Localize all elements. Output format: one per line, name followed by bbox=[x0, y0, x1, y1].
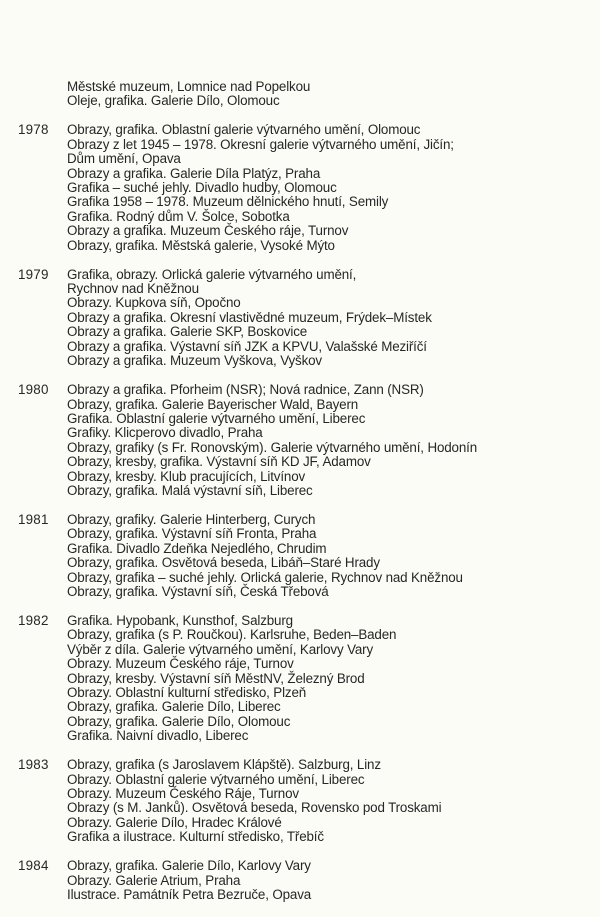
exhibition-entry: Obrazy, grafika – suché jehly. Orlická galerie, Rychnov nad Kněžnou bbox=[67, 569, 463, 585]
exhibition-entry: Výběr z díla. Galerie výtvarného umění, Karlovy Vary bbox=[67, 641, 374, 657]
exhibition-entry: Obrazy. Kupkova síň, Opočno bbox=[67, 295, 241, 311]
exhibition-year-block bbox=[0, 758, 600, 844]
exhibition-entry: Obrazy, grafika (s P. Roučkou). Karlsruhe, Beden–Baden bbox=[67, 627, 397, 643]
exhibition-entry: Obrazy, grafiky (s Fr. Ronovským). Galerie výtvarného umění, Hodonín bbox=[67, 439, 478, 455]
exhibition-entry: Obrazy, grafika. Malá výstavní síň, Liberec bbox=[67, 482, 313, 498]
exhibition-entry: Obrazy, grafika. Galerie Dílo, Olomouc bbox=[67, 713, 291, 729]
exhibition-entry: Obrazy a grafika. Galerie Díla Platýz, Praha bbox=[67, 165, 321, 181]
exhibition-entry: Grafiky. Klicperovo divadlo, Praha bbox=[67, 425, 263, 441]
exhibition-entry: Grafika. Divadlo Zdeňka Nejedlého, Chrudim bbox=[67, 540, 327, 556]
exhibition-year-block bbox=[0, 123, 600, 253]
exhibition-entry: Obrazy, grafika. Osvětová beseda, Libáň–Staré Hrady bbox=[67, 555, 380, 571]
exhibition-year-block bbox=[0, 80, 600, 109]
exhibition-entry: Obrazy a grafika. Muzeum Vyškova, Vyškov bbox=[67, 353, 322, 369]
exhibition-entry: Rychnov nad Kněžnou bbox=[67, 281, 199, 297]
exhibition-entry: Obrazy, grafika (s Jaroslavem Klápště). Salzburg, Linz bbox=[67, 757, 381, 773]
exhibition-year-block bbox=[0, 513, 600, 599]
exhibition-entry: Obrazy (s M. Janků). Osvětová beseda, Rovensko pod Troskami bbox=[67, 800, 442, 816]
exhibition-entry: Ilustrace. Památník Petra Bezruče, Opava bbox=[67, 887, 312, 903]
exhibition-entry: Grafika 1958 – 1978. Muzeum dělnického hnutí, Semily bbox=[67, 194, 389, 210]
exhibition-entry: Obrazy, grafika. Galerie Bayerischer Wald, Bayern bbox=[67, 396, 359, 412]
exhibition-entry: Grafika – suché jehly. Divadlo hudby, Olomouc bbox=[67, 180, 337, 196]
exhibition-year-block bbox=[0, 614, 600, 744]
entry-list bbox=[67, 614, 600, 744]
exhibition-entry: Obrazy z let 1945 – 1978. Okresní galerie výtvarného umění, Jičín; bbox=[67, 136, 454, 152]
exhibition-year-block bbox=[0, 383, 600, 498]
year-label: 1982 bbox=[18, 612, 49, 628]
exhibition-entry: Obrazy, grafika. Výstavní síň, Česká Třebová bbox=[67, 583, 329, 599]
entry-list bbox=[67, 80, 600, 109]
exhibition-year-block bbox=[0, 268, 600, 369]
year-label: 1981 bbox=[18, 511, 49, 527]
exhibition-entry: Oleje, grafika. Galerie Dílo, Olomouc bbox=[67, 93, 280, 109]
entry-list bbox=[67, 268, 600, 369]
exhibition-entry: Obrazy. Oblastní kulturní středisko, Plzeň bbox=[67, 685, 307, 700]
exhibition-entry: Obrazy, kresby. Klub pracujících, Litvínov bbox=[67, 468, 306, 484]
exhibition-entry: Obrazy, grafika. Oblastní galerie výtvarného umění, Olomouc bbox=[67, 122, 421, 138]
exhibition-entry: Obrazy, grafika. Výstavní síň Fronta, Praha bbox=[67, 526, 317, 542]
entry-list bbox=[67, 513, 600, 599]
exhibition-entry: Městské muzeum, Lomnice nad Popelkou bbox=[67, 79, 311, 94]
exhibition-entry: Obrazy, grafika. Městská galerie, Vysoké Mýto bbox=[67, 237, 335, 253]
year-label: 1984 bbox=[18, 858, 49, 874]
exhibition-entry: Obrazy, kresby. Výstavní síň MěstNV, Železný Brod bbox=[67, 670, 365, 686]
exhibition-entry: Obrazy. Muzeum Českého ráje, Turnov bbox=[67, 656, 294, 672]
year-label: 1980 bbox=[18, 382, 49, 398]
entry-list bbox=[67, 123, 600, 253]
exhibition-entry: Obrazy a grafika. Galerie SKP, Boskovice bbox=[67, 324, 308, 340]
year-label: 1978 bbox=[18, 122, 49, 138]
exhibition-entry: Obrazy. Oblastní galerie výtvarného umění, Liberec bbox=[67, 771, 365, 787]
exhibition-entry: Obrazy a grafika. Výstavní síň JZK a KPVU, Valašské Meziříčí bbox=[67, 338, 427, 354]
entry-list bbox=[67, 859, 600, 902]
exhibition-entry: Obrazy a grafika. Pforheim (NSR); Nová radnice, Zann (NSR) bbox=[67, 382, 424, 398]
entry-list bbox=[67, 383, 600, 498]
exhibition-entry: Obrazy, grafiky. Galerie Hinterberg, Curych bbox=[67, 511, 316, 527]
exhibition-entry: Grafika a ilustrace. Kulturní středisko, Třebíč bbox=[67, 829, 324, 845]
exhibition-entry: Obrazy. Galerie Dílo, Hradec Králové bbox=[67, 814, 282, 830]
exhibition-entry: Obrazy. Galerie Atrium, Praha bbox=[67, 872, 241, 888]
exhibition-list bbox=[0, 80, 600, 917]
exhibition-entry: Obrazy. Muzeum Českého Ráje, Turnov bbox=[67, 786, 299, 802]
exhibition-entry: Obrazy, grafika. Galerie Dílo, Karlovy Vary bbox=[67, 858, 311, 874]
exhibition-entry: Grafika, obrazy. Orlická galerie výtvarného umění, bbox=[67, 266, 357, 282]
exhibition-entry: Obrazy a grafika. Okresní vlastivědné muzeum, Frýdek–Místek bbox=[67, 309, 432, 325]
year-label: 1983 bbox=[18, 757, 49, 773]
exhibition-entry: Obrazy a grafika. Muzeum Českého ráje, Turnov bbox=[67, 223, 349, 239]
year-label bbox=[0, 80, 67, 109]
exhibition-entry: Grafika. Hypobank, Kunsthof, Salzburg bbox=[67, 612, 293, 628]
exhibition-entry: Obrazy, kresby, grafika. Výstavní síň KD JF, Adamov bbox=[67, 454, 371, 470]
exhibition-entry: Grafika. Rodný dům V. Šolce, Sobotka bbox=[67, 208, 290, 224]
exhibition-entry: Grafika. Naivní divadlo, Liberec bbox=[67, 728, 249, 744]
exhibition-entry: Dům umění, Opava bbox=[67, 151, 181, 167]
entry-list bbox=[67, 758, 600, 844]
exhibition-entry: Obrazy, grafika. Galerie Dílo, Liberec bbox=[67, 699, 281, 715]
year-label: 1979 bbox=[18, 266, 49, 282]
exhibition-year-block bbox=[0, 859, 600, 902]
exhibition-entry: Grafika. Oblastní galerie výtvarného umění, Liberec bbox=[67, 410, 366, 426]
